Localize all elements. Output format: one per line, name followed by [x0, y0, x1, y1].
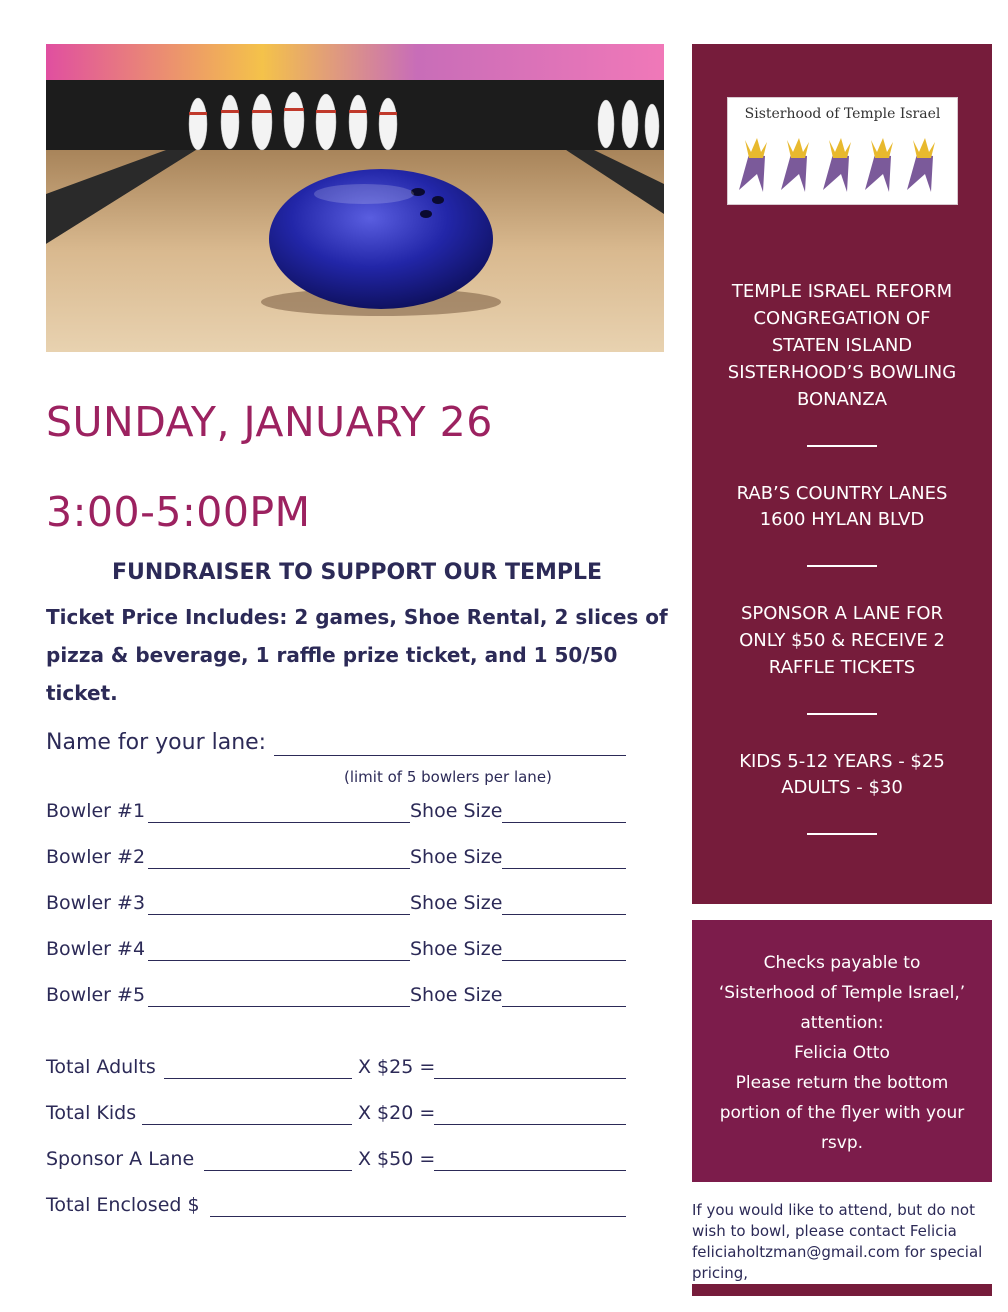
payment-line: Checks payable to — [763, 953, 921, 973]
bowling-lane-photo — [46, 44, 664, 352]
shoe-size-label: Shoe Size — [410, 800, 503, 822]
venue-address: 1600 HYLAN BLVD — [759, 509, 925, 530]
bowler-row — [46, 938, 626, 966]
org-heading: TEMPLE ISRAEL REFORM CONGREGATION OF STATEN ISLAND SISTERHOOD’S BOWLING BONANZA — [727, 281, 957, 410]
adult-multiplier: X $25 = — [358, 1056, 436, 1078]
event-time: 3:00-5:00PM — [46, 488, 311, 536]
shoe-size-label: Shoe Size — [410, 892, 503, 914]
lane-name-label: Name for your lane: — [46, 730, 267, 755]
sponsor-offer: SPONSOR A LANE FOR ONLY $50 & RECEIVE 2 RAFFLE TICKETS — [739, 603, 945, 678]
return-instructions: Please return the bottom portion of the flyer with your rsvp. — [719, 1073, 965, 1153]
total-enclosed-label: Total Enclosed $ — [46, 1194, 200, 1216]
total-adults-label: Total Adults — [46, 1056, 156, 1078]
bowler-name-field[interactable] — [148, 914, 410, 915]
total-kids-row — [46, 1102, 626, 1130]
payment-info — [692, 948, 992, 1158]
bowler-row — [46, 892, 626, 920]
sponsor-lane-row — [46, 1148, 626, 1176]
kids-amount-field[interactable] — [434, 1124, 626, 1125]
ticket-info: Ticket Price Includes: 2 games, Shoe Rental, 2 slices of pizza & beverage, 1 raffle prize ticket, and 1 50/50 ticket. — [46, 605, 668, 705]
dancing-figures-icon — [735, 134, 950, 196]
bowler-row — [46, 800, 626, 828]
total-enclosed-row — [46, 1194, 626, 1222]
bottom-bar — [692, 1284, 992, 1296]
adult-amount-field[interactable] — [434, 1078, 626, 1079]
shoe-size-label: Shoe Size — [410, 846, 503, 868]
shoe-size-field[interactable] — [502, 1006, 626, 1007]
total-adults-field[interactable] — [164, 1078, 352, 1079]
bowler-label: Bowler #3 — [46, 892, 146, 914]
lane-name-field[interactable] — [274, 755, 626, 756]
bowler-name-field[interactable] — [148, 1006, 410, 1007]
bowler-label: Bowler #2 — [46, 846, 146, 868]
shoe-size-label: Shoe Size — [410, 938, 503, 960]
payment-contact: Felicia Otto — [794, 1043, 890, 1063]
event-date: SUNDAY, JANUARY 26 — [46, 398, 493, 446]
total-kids-label: Total Kids — [46, 1102, 137, 1124]
bowler-limit-note: (limit of 5 bowlers per lane) — [344, 768, 552, 786]
bowler-name-field[interactable] — [148, 822, 410, 823]
divider — [807, 833, 877, 835]
bowler-row — [46, 984, 626, 1012]
bowler-row — [46, 846, 626, 874]
divider — [807, 445, 877, 447]
sponsor-lane-field[interactable] — [204, 1170, 352, 1171]
bowler-name-field[interactable] — [148, 868, 410, 869]
kids-multiplier: X $20 = — [358, 1102, 436, 1124]
shoe-size-label: Shoe Size — [410, 984, 503, 1006]
logo-text: Sisterhood of Temple Israel — [744, 106, 941, 122]
sponsor-multiplier: X $50 = — [358, 1148, 436, 1170]
bowler-name-field[interactable] — [148, 960, 410, 961]
price-adults: ADULTS - $30 — [781, 777, 903, 798]
total-adults-row — [46, 1056, 626, 1084]
divider — [807, 565, 877, 567]
shoe-size-field[interactable] — [502, 960, 626, 961]
fundraiser-title: FUNDRAISER TO SUPPORT OUR TEMPLE — [111, 560, 603, 585]
payment-line: ‘Sisterhood of Temple Israel,’ — [718, 983, 966, 1003]
venue-name: RAB’S COUNTRY LANES — [736, 483, 948, 504]
attend-note: If you would like to attend, but do not wish to bowl, please contact Felicia feliciaholtzman@gmail.com for special pricing, — [692, 1201, 983, 1282]
price-kids: KIDS 5-12 YEARS - $25 — [739, 751, 945, 772]
total-enclosed-field[interactable] — [210, 1216, 626, 1217]
sponsor-amount-field[interactable] — [434, 1170, 626, 1171]
bowler-label: Bowler #1 — [46, 800, 146, 822]
bowler-label: Bowler #4 — [46, 938, 146, 960]
shoe-size-field[interactable] — [502, 822, 626, 823]
divider — [807, 713, 877, 715]
sponsor-lane-label: Sponsor A Lane — [46, 1148, 195, 1170]
payment-line: attention: — [800, 1013, 884, 1033]
shoe-size-field[interactable] — [502, 914, 626, 915]
total-kids-field[interactable] — [142, 1124, 352, 1125]
shoe-size-field[interactable] — [502, 868, 626, 869]
bowler-label: Bowler #5 — [46, 984, 146, 1006]
